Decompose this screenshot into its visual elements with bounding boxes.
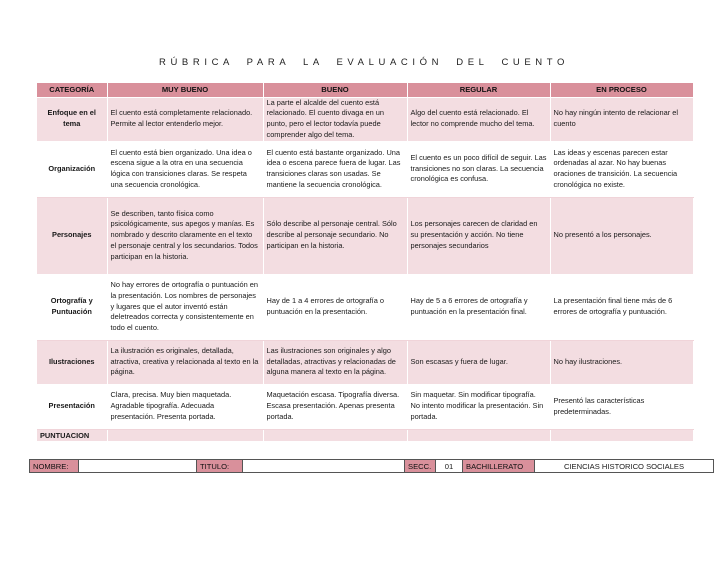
score-cell[interactable] xyxy=(407,429,550,441)
score-cell[interactable] xyxy=(263,429,407,441)
page-title: RÚBRICA PARA LA EVALUACIÓN DEL CUENTO xyxy=(159,57,569,68)
table-row xyxy=(37,141,693,197)
criteria-cell: No hay ilustraciones. xyxy=(550,340,693,384)
secc-label: SECC. xyxy=(405,460,436,473)
category-cell: Organización xyxy=(37,141,107,197)
category-cell: Personajes xyxy=(37,197,107,274)
secc-field[interactable]: 01 xyxy=(436,460,463,473)
header-row xyxy=(37,83,693,97)
student-info-row xyxy=(30,460,714,473)
category-cell: Enfoque en el tema xyxy=(37,97,107,141)
rubric-table xyxy=(37,83,694,442)
table-row xyxy=(37,340,693,384)
criteria-cell: Clara, precisa. Muy bien maquetada. Agradable tipografía. Adecuada presentación. Presenta portada. xyxy=(107,384,263,429)
criteria-cell: El cuento está bien organizado. Una idea o escena sigue a la otra en una secuencia lógica con transiciones claras. Se respeta una secuencia cronológica. xyxy=(107,141,263,197)
nombre-label: NOMBRE: xyxy=(30,460,79,473)
criteria-cell: No hay ningún intento de relacionar el cuento xyxy=(550,97,693,141)
criteria-cell: Hay de 1 a 4 errores de ortografía o puntuación en la presentación. xyxy=(263,274,407,340)
criteria-cell: La parte el alcalde del cuento está relacionado. El cuento divaga en un punto, pero el lector todavía puede comprender algo del tema. xyxy=(263,97,407,141)
criteria-cell: La ilustración es originales, detallada, atractiva, creativa y relacionada al texto en la página. xyxy=(107,340,263,384)
criteria-cell: Presentó las características predeterminadas. xyxy=(550,384,693,429)
puntuacion-label: PUNTUACION xyxy=(37,429,107,441)
table-row xyxy=(37,384,693,429)
criteria-cell: Sólo describe al personaje central. Sólo describe al personaje secundario. No participan en la historia. xyxy=(263,197,407,274)
criteria-cell: Las ideas y escenas parecen estar ordenadas al azar. No hay buenas oraciones de transición. La secuencia cronológica no existe. xyxy=(550,141,693,197)
header-en-proceso: EN PROCESO xyxy=(550,83,693,97)
criteria-cell: Algo del cuento está relacionado. El lector no comprende mucho del tema. xyxy=(407,97,550,141)
criteria-cell: Los personajes carecen de claridad en su presentación y acción. No tiene personajes secundarios xyxy=(407,197,550,274)
score-cell[interactable] xyxy=(107,429,263,441)
titulo-label: TITULO: xyxy=(197,460,243,473)
table-row xyxy=(37,97,693,141)
header-bueno: BUENO xyxy=(263,83,407,97)
criteria-cell: No hay errores de ortografía o puntuación en la presentación. Los nombres de personajes y lugares que el autor inventó están deletreados correcta y consistentemente en todo el cuento. xyxy=(107,274,263,340)
table-row xyxy=(37,274,693,340)
criteria-cell: Son escasas y fuera de lugar. xyxy=(407,340,550,384)
nombre-field[interactable] xyxy=(79,460,197,473)
score-cell[interactable] xyxy=(550,429,693,441)
bachillerato-field[interactable]: CIENCIAS HISTORICO SOCIALES xyxy=(535,460,714,473)
criteria-cell: No presentó a los personajes. xyxy=(550,197,693,274)
student-info-table xyxy=(29,459,714,473)
criteria-cell: Sin maquetar. Sin modificar tipografía. No intento modificar la presentación. Sin portada. xyxy=(407,384,550,429)
criteria-cell: La presentación final tiene más de 6 errores de ortografía y puntuación. xyxy=(550,274,693,340)
titulo-field[interactable] xyxy=(243,460,405,473)
criteria-cell: Las ilustraciones son originales y algo detalladas, atractivas y relacionadas de alguna manera al texto en la página. xyxy=(263,340,407,384)
header-muy-bueno: MUY BUENO xyxy=(107,83,263,97)
puntuacion-row xyxy=(37,429,693,441)
category-cell: Ilustraciones xyxy=(37,340,107,384)
category-cell: Presentación xyxy=(37,384,107,429)
criteria-cell: Se describen, tanto física como psicológicamente, sus apegos y manías. Es nombrado y descrito claramente en el texto el personaje central y los secundarios. Todos participan en la historia. xyxy=(107,197,263,274)
criteria-cell: El cuento está bastante organizado. Una idea o escena parece fuera de lugar. Las transiciones claras son usadas. Se mantiene la secuencia cronológica. xyxy=(263,141,407,197)
criteria-cell: Hay de 5 a 6 errores de ortografía y puntuación en la presentación final. xyxy=(407,274,550,340)
header-regular: REGULAR xyxy=(407,83,550,97)
criteria-cell: Maquetación escasa. Tipografía diversa. Escasa presentación. Apenas presenta portada. xyxy=(263,384,407,429)
bachillerato-label: BACHILLERATO xyxy=(463,460,535,473)
header-categoria: CATEGORÍA xyxy=(37,83,107,97)
criteria-cell: El cuento es un poco difícil de seguir. Las transiciones no son claras. La secuencia cronológica es confusa. xyxy=(407,141,550,197)
category-cell: Ortografía y Puntuación xyxy=(37,274,107,340)
table-row xyxy=(37,197,693,274)
criteria-cell: El cuento está completamente relacionado. Permite al lector entenderlo mejor. xyxy=(107,97,263,141)
